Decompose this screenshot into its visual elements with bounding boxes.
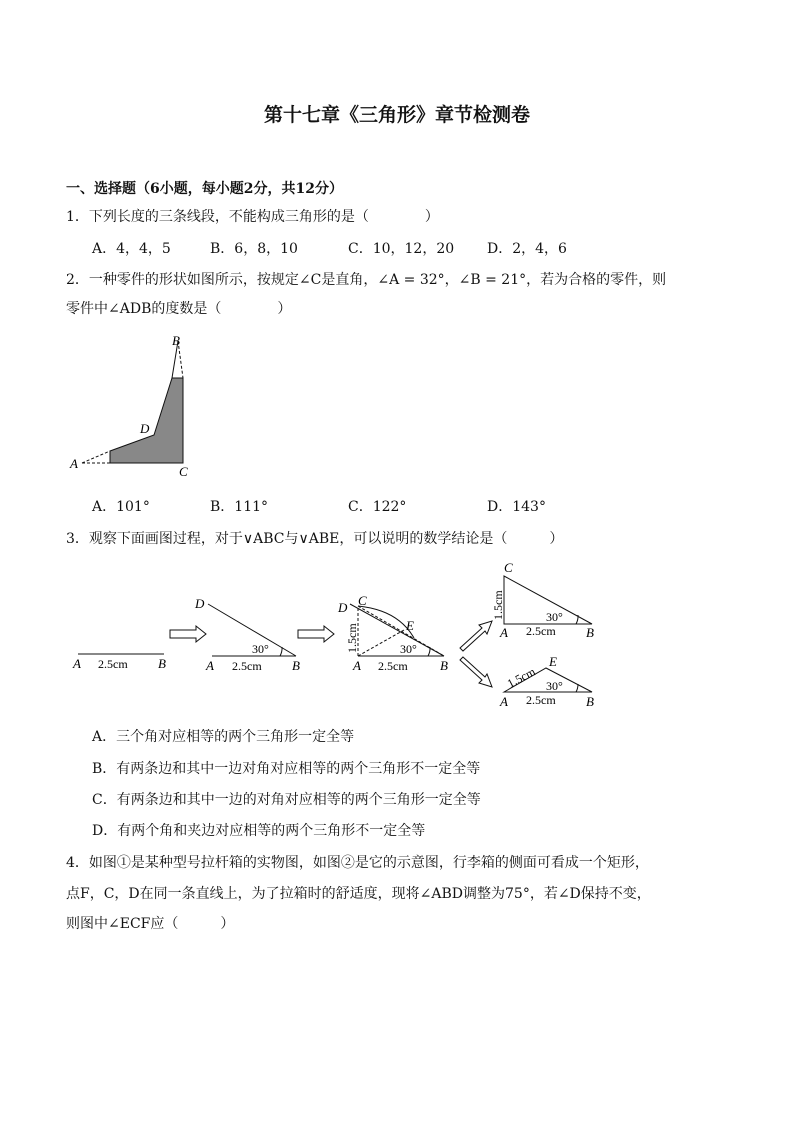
label-a: A xyxy=(70,456,78,471)
step3-label-a: A xyxy=(353,658,361,673)
question-2-line2: 零件中∠ADB的度数是（ ） xyxy=(66,301,292,317)
label-b: B xyxy=(172,333,180,348)
tri1-label-b: B xyxy=(586,625,594,640)
step2-angle: 30° xyxy=(252,642,269,656)
q1-option-a[interactable]: A．4，4，5 xyxy=(92,241,171,257)
q3-option-d[interactable]: D．有两个角和夹边对应相等的两个三角形不一定全等 xyxy=(92,823,426,839)
q2-option-d[interactable]: D．143° xyxy=(487,499,546,515)
q2-option-a[interactable]: A．101° xyxy=(92,499,150,515)
tri1-side: 1.5cm xyxy=(491,590,505,620)
step3-label-c: C xyxy=(358,593,367,608)
question-4-line1: 4．如图①是某种型号拉杆箱的实物图，如图②是它的示意图，行李箱的侧面可看成一个矩形， xyxy=(66,855,649,871)
step1-length: 2.5cm xyxy=(98,657,128,671)
step2-label-a: A xyxy=(206,658,214,673)
tri2-angle: 30° xyxy=(546,679,563,693)
q3-option-a[interactable]: A．三个角对应相等的两个三角形一定全等 xyxy=(92,729,355,745)
question-1-stem: 1．下列长度的三条线段，不能构成三角形的是（ ） xyxy=(66,209,439,225)
q3-option-b[interactable]: B．有两条边和其中一边对角对应相等的两个三角形不一定全等 xyxy=(92,761,481,777)
tri1-label-c: C xyxy=(504,560,513,575)
tri1-label-a: A xyxy=(500,625,508,640)
tri1-length: 2.5cm xyxy=(526,624,556,638)
q3-figure xyxy=(68,558,608,718)
step1-label-b: B xyxy=(158,656,166,671)
section-heading: 一、选择题（6小题，每小题2分，共12分） xyxy=(66,181,343,197)
tri1-angle: 30° xyxy=(546,610,563,624)
step3-label-d: D xyxy=(338,600,348,615)
step3-side: 1.5cm xyxy=(345,623,359,653)
arrow-down-right-icon xyxy=(460,657,492,687)
step3-length: 2.5cm xyxy=(378,659,408,673)
page-title: 第十七章《三角形》章节检测卷 xyxy=(263,104,530,126)
tri2-label-a: A xyxy=(500,694,508,709)
q2-option-b[interactable]: B．111° xyxy=(210,499,269,515)
q1-option-c[interactable]: C．10，12，20 xyxy=(348,241,455,257)
tri2-side: 1.5cm xyxy=(504,664,538,691)
arrow-icon xyxy=(298,626,334,642)
q1-option-b[interactable]: B．6，8，10 xyxy=(210,241,298,257)
tri2-label-e: E xyxy=(549,654,557,669)
arrow-up-right-icon xyxy=(460,621,492,651)
question-4-line2: 点F，C，D在同一条直线上，为了拉箱时的舒适度，现将∠ABD调整为75°，若∠D保持不变， xyxy=(66,886,651,902)
step3-label-b: B xyxy=(440,658,448,673)
q2-figure xyxy=(70,333,210,483)
arrow-icon xyxy=(170,626,206,642)
question-2-line1: 2．一种零件的形状如图所示，按规定∠C是直角，∠A = 32°，∠B = 21°，若为合格的零件，则 xyxy=(66,272,667,288)
step3-label-e: E xyxy=(406,618,414,633)
step3-angle: 30° xyxy=(400,642,417,656)
label-d: D xyxy=(140,421,150,436)
q2-option-c[interactable]: C．122° xyxy=(348,499,407,515)
q3-option-c[interactable]: C．有两条边和其中一边的对角对应相等的两个三角形一定全等 xyxy=(92,792,481,808)
step1-label-a: A xyxy=(73,656,81,671)
step2-length: 2.5cm xyxy=(232,659,262,673)
question-3-stem: 3．观察下面画图过程，对于∨ABC与∨ABE，可以说明的数学结论是（ ） xyxy=(66,531,564,547)
q1-option-d[interactable]: D．2，4，6 xyxy=(487,241,567,257)
tri2-label-b: B xyxy=(586,694,594,709)
label-c: C xyxy=(179,464,188,479)
step2-label-b: B xyxy=(292,658,300,673)
question-4-line3: 则图中∠ECF应（ ） xyxy=(66,916,235,932)
tri2-length: 2.5cm xyxy=(526,693,556,707)
step2-label-d: D xyxy=(195,596,205,611)
